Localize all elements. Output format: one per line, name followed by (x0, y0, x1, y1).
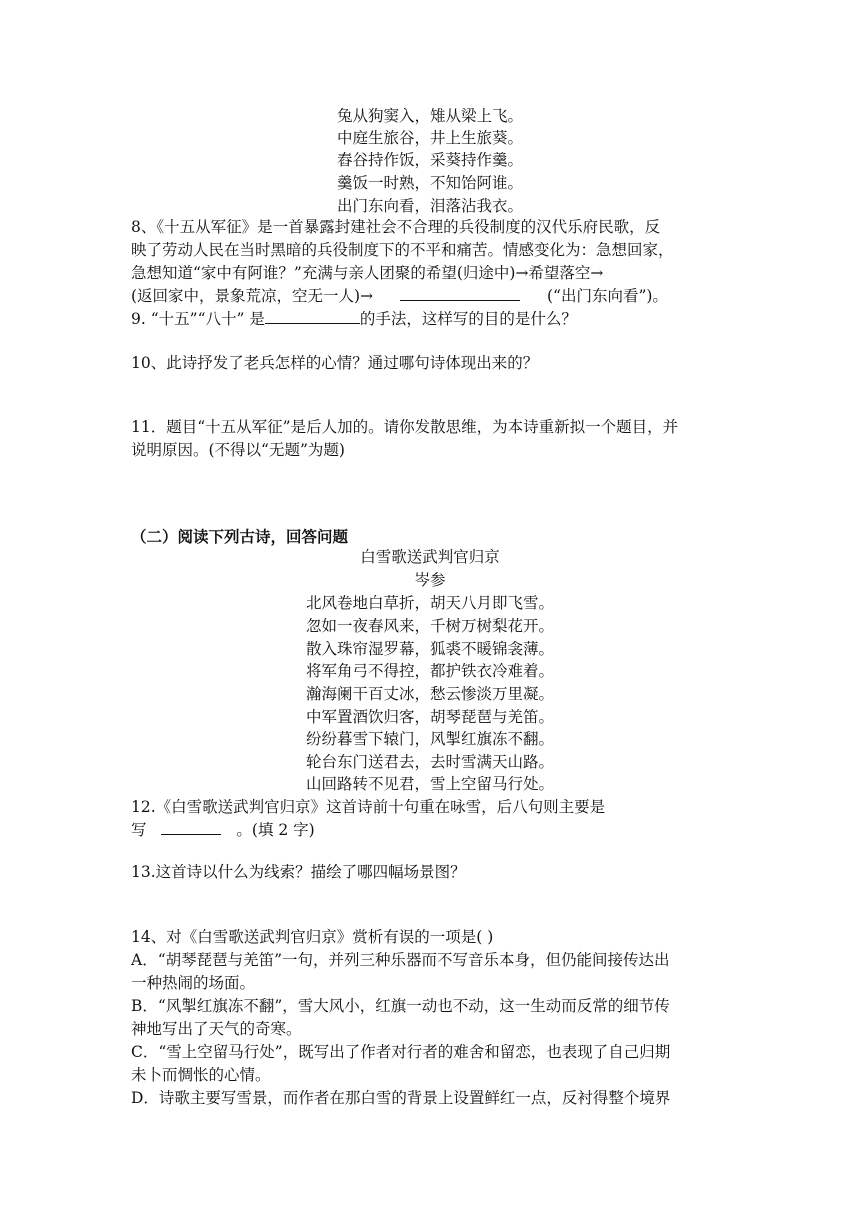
q9-text-a: 9. “十五”“八十” 是 (131, 310, 265, 328)
q8-line4-text: (返回家中，景象荒凉，空无一人)→ (131, 287, 374, 305)
q8-line: 急想知道“家中有阿谁？”充满与亲人团聚的希望(归途中)→希望落空→ (131, 264, 604, 282)
q14-option-d: D．诗歌主要写雪景，而作者在那白雪的背景上设置鲜红一点，反衬得整个境界 (131, 1089, 671, 1107)
question-12 (131, 796, 731, 842)
q12-line (131, 819, 731, 842)
q12-text-a: 写 (131, 821, 147, 839)
q14-option-b: B．“风掣红旗冻不翻”，雪大风小，红旗一动也不动，这一生动而反常的细节传 (131, 997, 670, 1015)
answer-blank[interactable] (265, 309, 360, 324)
q14-option-a-cont: 一种热闹的场面。 (131, 974, 256, 992)
q14-option-a: A．“胡琴琵琶与羌笛”一句，并列三种乐器而不写音乐本身，但仍能间接传达出 (131, 951, 670, 969)
poem1-line: 舂谷持作饭，采葵持作羹。 (336, 151, 523, 169)
q12-line: 12.《白雪歌送武判官归京》这首诗前十句重在咏雪，后八句则主要是 (131, 798, 606, 816)
poem2-line: 忽如一夜春风来，千树万树梨花开。 (305, 617, 554, 635)
question-13 (131, 861, 731, 884)
answer-blank[interactable] (161, 820, 221, 835)
q11-line: 11．题目“十五从军征”是后人加的。请你发散思维，为本诗重新拟一个题目，并 (131, 418, 679, 436)
poem1-line: 兔从狗窦入，雉从梁上飞。 (336, 107, 523, 125)
poem2-line: 山回路转不见君，雪上空留马行处。 (305, 775, 554, 793)
question-11 (131, 416, 731, 462)
poem2-title: 白雪歌送武判官归京 (360, 548, 500, 566)
poem1-line: 出门东向看，泪落沾我衣。 (336, 197, 523, 215)
q8-line: 映了劳动人民在当时黑暗的兵役制度下的不平和痛苦。情感变化为：急想回家， (131, 241, 674, 259)
question-9 (131, 308, 731, 331)
q10-text: 10、此诗抒发了老兵怎样的心情？通过哪句诗体现出来的？ (131, 354, 539, 372)
poem2-line: 散入珠帘湿罗幕，狐裘不暖锦衾薄。 (305, 640, 554, 658)
question-8 (131, 216, 731, 308)
question-14 (131, 926, 731, 1110)
poem2-line: 北风卷地白草折，胡天八月即飞雪。 (305, 594, 554, 612)
poem2-line: 轮台东门送君去，去时雪满天山路。 (305, 753, 554, 771)
q12-text-b: 。(填 2 字) (236, 821, 315, 839)
q8-line: 8、《十五从军征》是一首暴露封建社会不合理的兵役制度的汉代乐府民歌，反 (131, 218, 661, 236)
q11-line: 说明原因。(不得以“无题”为题) (131, 441, 345, 459)
q8-line (131, 285, 731, 308)
q13-text: 13.这首诗以什么为线索？描绘了哪四幅场景图？ (131, 863, 466, 881)
poem2-author: 岑参 (414, 571, 446, 589)
section-heading: （二）阅读下列古诗，回答问题 (131, 527, 349, 546)
q9-line (131, 308, 731, 331)
question-10 (131, 352, 731, 375)
poem2-line: 中军置酒饮归客，胡琴琵琶与羌笛。 (305, 708, 554, 726)
poem2-line: 将军角弓不得控，都护铁衣冷难着。 (305, 662, 554, 680)
q8-line4-end: (“出门东向看”)。 (546, 287, 668, 305)
poem2-line: 纷纷暮雪下辕门，风掣红旗冻不翻。 (305, 730, 554, 748)
q14-option-b-cont: 神地写出了天气的奇寒。 (131, 1020, 302, 1038)
q14-option-c: C．“雪上空留马行处”，既写出了作者对行者的难舍和留恋，也表现了自己归期 (131, 1043, 671, 1061)
answer-blank[interactable] (400, 286, 520, 301)
poem1-line: 羹饭一时熟，不知饴阿谁。 (336, 174, 523, 192)
q9-text-b: 的手法，这样写的目的是什么？ (359, 310, 577, 328)
poem1-line: 中庭生旅谷，井上生旅葵。 (336, 129, 523, 147)
q14-option-c-cont: 未卜而惆怅的心情。 (131, 1066, 271, 1084)
poem2-line: 瀚海阑干百丈冰，愁云惨淡万里凝。 (305, 685, 554, 703)
q14-stem: 14、对《白雪歌送武判官归京》赏析有误的一项是( ) (131, 928, 494, 946)
